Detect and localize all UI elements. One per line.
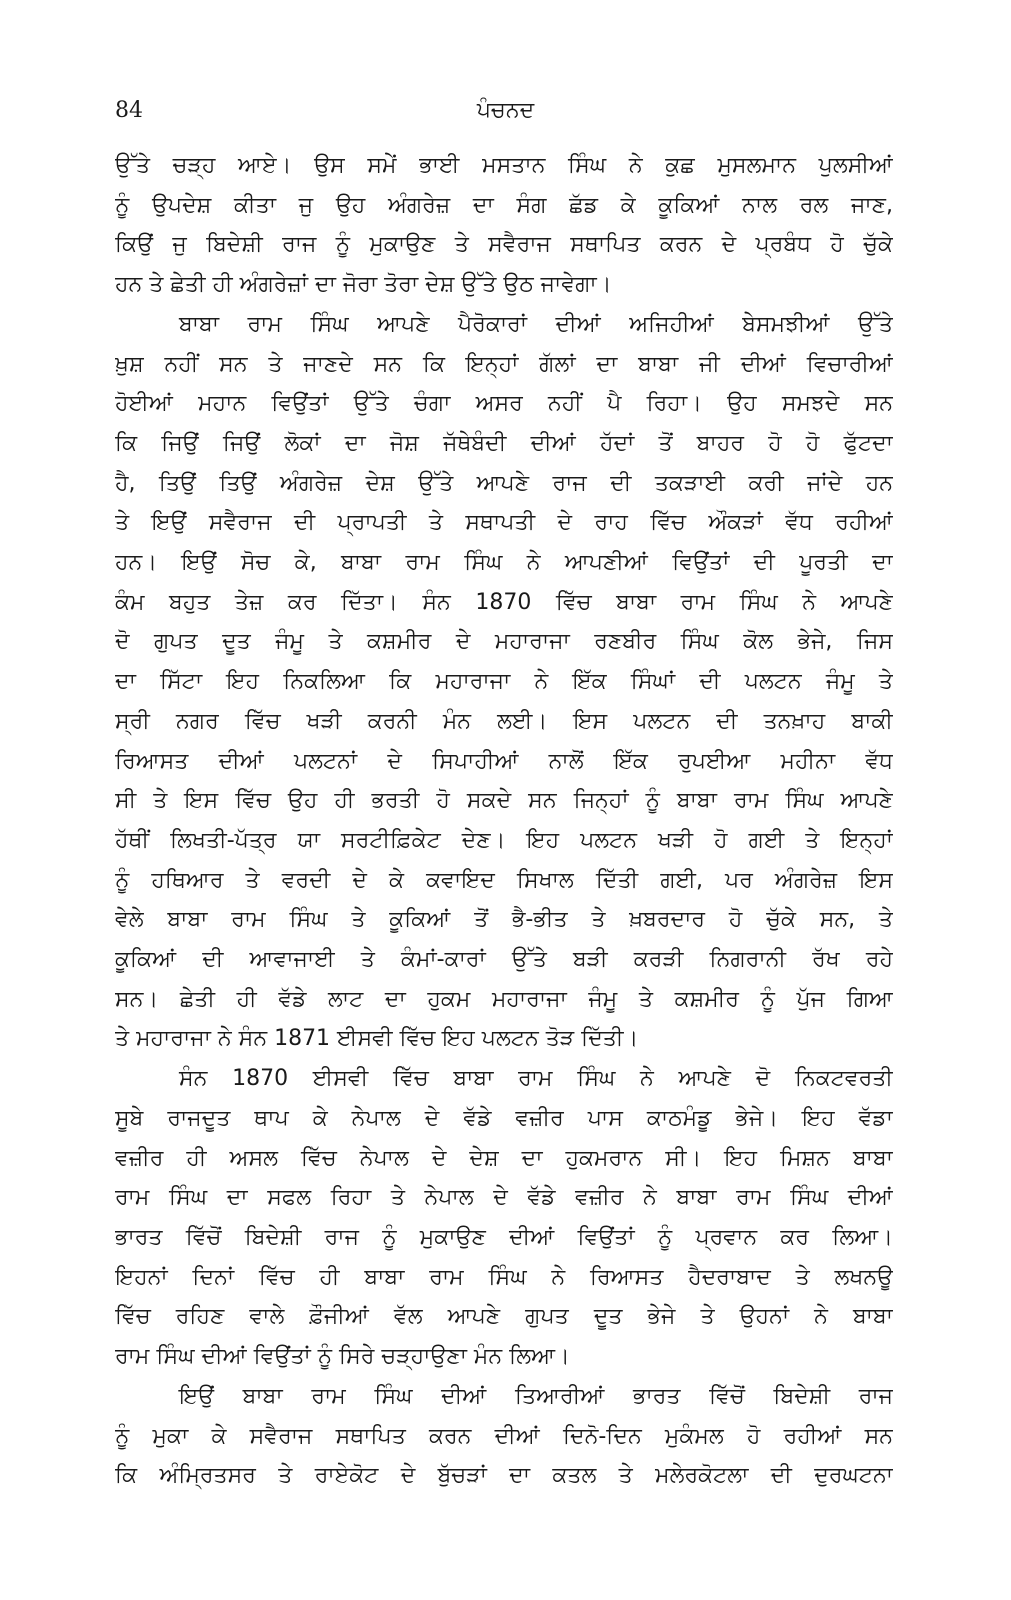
text-line: ਨੂੰ ਮੁਕਾ ਕੇ ਸਵੈਰਾਜ ਸਥਾਪਿਤ ਕਰਨ ਦੀਆਂ ਦਿਨੋ-ਦਿਨ ਮੁਕੰਮਲ ਹੋ ਰਹੀਆਂ ਸਨ [115, 1423, 893, 1449]
text-line: ਸੂਬੇ ਰਾਜਦੂਤ ਥਾਪ ਕੇ ਨੇਪਾਲ ਦੇ ਵੱਡੇ ਵਜ਼ੀਰ ਪਾਸ ਕਾਠਮੰਡੂ ਭੇਜੇ। ਇਹ ਵੱਡਾ [115, 1105, 893, 1131]
text-line: ਰਿਆਸਤ ਦੀਆਂ ਪਲਟਨਾਂ ਦੇ ਸਿਪਾਹੀਆਂ ਨਾਲੋਂ ਇੱਕ ਰੁਪਈਆ ਮਹੀਨਾ ਵੱਧ [115, 748, 893, 774]
text-line: ਸਨ। ਛੇਤੀ ਹੀ ਵੱਡੇ ਲਾਟ ਦਾ ਹੁਕਮ ਮਹਾਰਾਜਾ ਜੰਮੂ ਤੇ ਕਸ਼ਮੀਰ ਨੂੰ ਪੁੱਜ ਗਿਆ [115, 986, 893, 1012]
text-line: ਸੰਨ 1870 ਈਸਵੀ ਵਿੱਚ ਬਾਬਾ ਰਾਮ ਸਿੰਘ ਨੇ ਆਪਣੇ ਦੋ ਨਿਕਟਵਰਤੀ [179, 1066, 893, 1092]
text-line: ਹੋਈਆਂ ਮਹਾਨ ਵਿਉਂਤਾਂ ਉੱਤੇ ਚੰਗਾ ਅਸਰ ਨਹੀਂ ਪੈ ਰਿਹਾ। ਉਹ ਸਮਝਦੇ ਸਨ [115, 391, 893, 417]
text-line: ਤੇ ਇਉਂ ਸਵੈਰਾਜ ਦੀ ਪ੍ਰਾਪਤੀ ਤੇ ਸਥਾਪਤੀ ਦੇ ਰਾਹ ਵਿੱਚ ਔਕੜਾਂ ਵੱਧ ਰਹੀਆਂ [115, 510, 893, 536]
text-line: ਦੋ ਗੁਪਤ ਦੂਤ ਜੰਮੂ ਤੇ ਕਸ਼ਮੀਰ ਦੇ ਮਹਾਰਾਜਾ ਰਣਬੀਰ ਸਿੰਘ ਕੋਲ ਭੇਜੇ, ਜਿਸ [115, 629, 893, 655]
text-line: ਹਨ ਤੇ ਛੇਤੀ ਹੀ ਅੰਗਰੇਜ਼ਾਂ ਦਾ ਜੋਰਾ ਤੋਰਾ ਦੇਸ਼ ਉੱਤੇ ਉਠ ਜਾਵੇਗਾ। [115, 272, 612, 298]
paragraph-1 [115, 146, 893, 305]
text-line: ਕਿ ਜਿਉਂ ਜਿਉਂ ਲੋਕਾਂ ਦਾ ਜੋਸ਼ ਜੱਥੇਬੰਦੀ ਦੀਆਂ ਹੱਦਾਂ ਤੋਂ ਬਾਹਰ ਹੋ ਹੋ ਫੁੱਟਦਾ [115, 430, 893, 456]
text-line: ਵੇਲੇ ਬਾਬਾ ਰਾਮ ਸਿੰਘ ਤੇ ਕੂਕਿਆਂ ਤੋਂ ਭੈ-ਭੀਤ ਤੇ ਖ਼ਬਰਦਾਰ ਹੋ ਚੁੱਕੇ ਸਨ, ਤੇ [115, 907, 893, 933]
page-number: 84 [115, 98, 143, 123]
text-line: ਵਿੱਚ ਰਹਿਣ ਵਾਲੇ ਫ਼ੌਜੀਆਂ ਵੱਲ ਆਪਣੇ ਗੁਪਤ ਦੂਤ ਭੇਜੇ ਤੇ ਉਹਨਾਂ ਨੇ ਬਾਬਾ [115, 1304, 893, 1330]
text-line: ਭਾਰਤ ਵਿੱਚੋਂ ਬਿਦੇਸ਼ੀ ਰਾਜ ਨੂੰ ਮੁਕਾਉਣ ਦੀਆਂ ਵਿਉਂਤਾਂ ਨੂੰ ਪ੍ਰਵਾਨ ਕਰ ਲਿਆ। [115, 1224, 893, 1250]
text-line: ਵਜ਼ੀਰ ਹੀ ਅਸਲ ਵਿੱਚ ਨੇਪਾਲ ਦੇ ਦੇਸ਼ ਦਾ ਹੁਕਮਰਾਨ ਸੀ। ਇਹ ਮਿਸ਼ਨ ਬਾਬਾ [115, 1145, 893, 1171]
text-line: ਖ਼ੁਸ਼ ਨਹੀਂ ਸਨ ਤੇ ਜਾਣਦੇ ਸਨ ਕਿ ਇਨ੍ਹਾਂ ਗੱਲਾਂ ਦਾ ਬਾਬਾ ਜੀ ਦੀਆਂ ਵਿਚਾਰੀਆਂ [115, 351, 893, 377]
text-line: ਦਾ ਸਿੱਟਾ ਇਹ ਨਿਕਲਿਆ ਕਿ ਮਹਾਰਾਜਾ ਨੇ ਇੱਕ ਸਿੰਘਾਂ ਦੀ ਪਲਟਨ ਜੰਮੂ ਤੇ [115, 669, 893, 695]
paragraph-3 [115, 1059, 893, 1377]
text-line: ਕਿਉਂ ਜੁ ਬਿਦੇਸ਼ੀ ਰਾਜ ਨੂੰ ਮੁਕਾਉਣ ਤੇ ਸਵੈਰਾਜ ਸਥਾਪਿਤ ਕਰਨ ਦੇ ਪ੍ਰਬੰਧ ਹੋ ਚੁੱਕੇ [115, 232, 893, 258]
text-line: ਹੱਥੀਂ ਲਿਖਤੀ-ਪੱਤ੍ਰ ਯਾ ਸਰਟੀਫ਼ਿਕੇਟ ਦੇਣ। ਇਹ ਪਲਟਨ ਖੜੀ ਹੋ ਗਈ ਤੇ ਇਨ੍ਹਾਂ [115, 827, 893, 853]
text-line: ਤੇ ਮਹਾਰਾਜਾ ਨੇ ਸੰਨ 1871 ਈਸਵੀ ਵਿੱਚ ਇਹ ਪਲਟਨ ਤੋੜ ਦਿੱਤੀ। [115, 1026, 639, 1052]
text-line: ਇਹਨਾਂ ਦਿਨਾਂ ਵਿੱਚ ਹੀ ਬਾਬਾ ਰਾਮ ਸਿੰਘ ਨੇ ਰਿਆਸਤ ਹੈਦਰਾਬਾਦ ਤੇ ਲਖਨਊ [115, 1264, 893, 1290]
text-line: ਰਾਮ ਸਿੰਘ ਦੀਆਂ ਵਿਉਂਤਾਂ ਨੂੰ ਸਿਰੇ ਚੜ੍ਹਾਉਣਾ ਮੰਨ ਲਿਆ। [115, 1344, 570, 1370]
text-line: ਬਾਬਾ ਰਾਮ ਸਿੰਘ ਆਪਣੇ ਪੈਰੋਕਾਰਾਂ ਦੀਆਂ ਅਜਿਹੀਆਂ ਬੇਸਮਝੀਆਂ ਉੱਤੇ [179, 311, 893, 337]
text-line: ਕਿ ਅੰਮ੍ਰਿਤਸਰ ਤੇ ਰਾਏਕੋਟ ਦੇ ਬੁੱਚੜਾਂ ਦਾ ਕਤਲ ਤੇ ਮਲੇਰਕੋਟਲਾ ਦੀ ਦੁਰਘਟਨਾ [115, 1463, 893, 1489]
text-line: ਕੰਮ ਬਹੁਤ ਤੇਜ਼ ਕਰ ਦਿੱਤਾ। ਸੰਨ 1870 ਵਿੱਚ ਬਾਬਾ ਰਾਮ ਸਿੰਘ ਨੇ ਆਪਣੇ [115, 589, 893, 615]
text-line: ਕੂਕਿਆਂ ਦੀ ਆਵਾਜਾਈ ਤੇ ਕੰਮਾਂ-ਕਾਰਾਂ ਉੱਤੇ ਬੜੀ ਕਰੜੀ ਨਿਗਰਾਨੀ ਰੱਖ ਰਹੇ [115, 947, 893, 973]
text-line: ਸੀ ਤੇ ਇਸ ਵਿੱਚ ਉਹ ਹੀ ਭਰਤੀ ਹੋ ਸਕਦੇ ਸਨ ਜਿਨ੍ਹਾਂ ਨੂੰ ਬਾਬਾ ਰਾਮ ਸਿੰਘ ਆਪਣੇ [115, 788, 893, 814]
text-line: ਸ੍ਰੀ ਨਗਰ ਵਿੱਚ ਖੜੀ ਕਰਨੀ ਮੰਨ ਲਈ। ਇਸ ਪਲਟਨ ਦੀ ਤਨਖ਼ਾਹ ਬਾਕੀ [115, 708, 893, 734]
running-title: ਪੰਚਨਦ [476, 98, 535, 123]
paragraph-4 [115, 1377, 893, 1496]
text-line: ਹੈ, ਤਿਉਂ ਤਿਉਂ ਅੰਗਰੇਜ਼ ਦੇਸ਼ ਉੱਤੇ ਆਪਣੇ ਰਾਜ ਦੀ ਤਕੜਾਈ ਕਰੀ ਜਾਂਦੇ ਹਨ [115, 470, 893, 496]
text-line: ਨੂੰ ਉਪਦੇਸ਼ ਕੀਤਾ ਜੁ ਉਹ ਅੰਗਰੇਜ਼ ਦਾ ਸੰਗ ਛੱਡ ਕੇ ਕੂਕਿਆਂ ਨਾਲ ਰਲ ਜਾਣ, [115, 192, 893, 218]
text-line: ਰਾਮ ਸਿੰਘ ਦਾ ਸਫਲ ਰਿਹਾ ਤੇ ਨੇਪਾਲ ਦੇ ਵੱਡੇ ਵਜ਼ੀਰ ਨੇ ਬਾਬਾ ਰਾਮ ਸਿੰਘ ਦੀਆਂ [115, 1185, 893, 1211]
body-text [115, 146, 893, 1496]
paragraph-2 [115, 305, 893, 1059]
running-head [115, 98, 896, 132]
text-line: ਇਉਂ ਬਾਬਾ ਰਾਮ ਸਿੰਘ ਦੀਆਂ ਤਿਆਰੀਆਂ ਭਾਰਤ ਵਿੱਚੋਂ ਬਿਦੇਸ਼ੀ ਰਾਜ [179, 1383, 893, 1409]
text-line: ਹਨ। ਇਉਂ ਸੋਚ ਕੇ, ਬਾਬਾ ਰਾਮ ਸਿੰਘ ਨੇ ਆਪਣੀਆਂ ਵਿਉਂਤਾਂ ਦੀ ਪੂਰਤੀ ਦਾ [115, 550, 893, 576]
text-line: ਨੂੰ ਹਥਿਆਰ ਤੇ ਵਰਦੀ ਦੇ ਕੇ ਕਵਾਇਦ ਸਿਖਾਲ ਦਿੱਤੀ ਗਈ, ਪਰ ਅੰਗਰੇਜ਼ ਇਸ [115, 867, 893, 893]
text-line: ਉੱਤੇ ਚੜ੍ਹ ਆਏ। ਉਸ ਸਮੇਂ ਭਾਈ ਮਸਤਾਨ ਸਿੰਘ ਨੇ ਕੁਛ ਮੁਸਲਮਾਨ ਪੁਲਸੀਆਂ [115, 153, 893, 178]
